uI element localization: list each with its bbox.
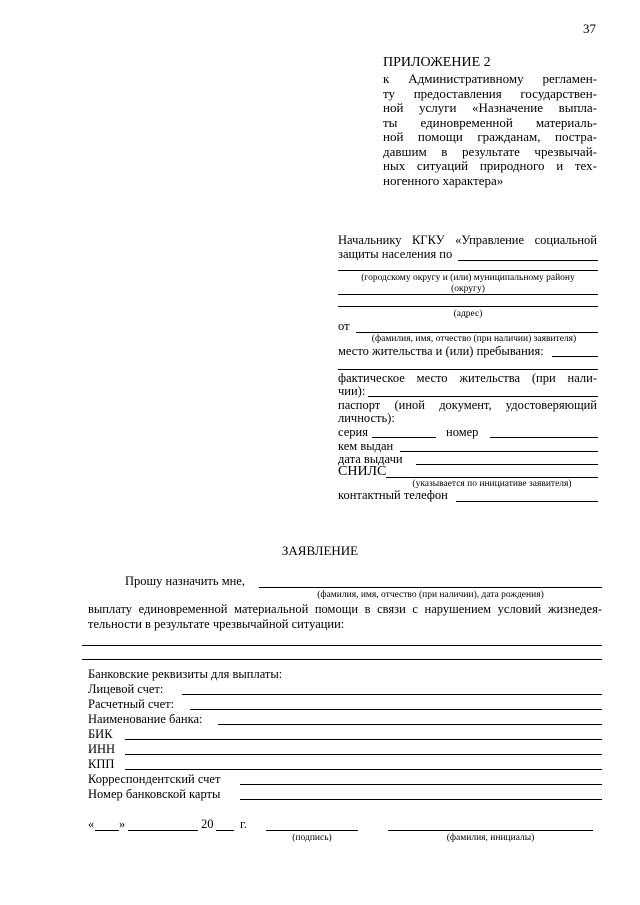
from-label: от <box>338 319 350 333</box>
bank-field-label: Наименование банка: <box>88 712 203 726</box>
appendix-line: ных ситуаций природного и тех- <box>383 158 597 173</box>
bank-field-label: ИНН <box>88 742 116 756</box>
hint-initials: (фамилия, инициалы) <box>446 833 535 843</box>
bank-field-label: КПП <box>88 757 115 771</box>
field-correspondent-account[interactable] <box>240 784 602 785</box>
hint-name: (фамилия, имя, отчество (при наличии) заявителя) <box>371 334 577 344</box>
field-district[interactable] <box>338 270 598 271</box>
appendix-title: ПРИЛОЖЕНИЕ 2 <box>383 55 491 70</box>
date-open-quote: « <box>88 817 95 831</box>
request-label: Прошу назначить мне, <box>125 574 245 588</box>
snils-label: СНИЛС <box>338 464 387 479</box>
page-number: 37 <box>583 21 596 36</box>
phone-label: контактный телефон <box>338 488 448 502</box>
appendix-line: ногенного характера» <box>383 172 504 188</box>
bank-field-label: БИК <box>88 727 113 741</box>
field-inn[interactable] <box>125 754 602 755</box>
bank-field-label: Расчетный счет: <box>88 697 175 711</box>
hint-district-2: (округу) <box>451 284 485 294</box>
hint-snils: (указывается по инициативе заявителя) <box>412 479 572 489</box>
appendix-line: давшим в результате чрезвычай- <box>383 143 597 159</box>
bank-field-label: Корреспондентский счет <box>88 772 221 786</box>
appendix-text <box>383 72 597 188</box>
hint-district-1: (городскому округу и (или) муниципальному району <box>361 273 575 283</box>
series-label: серия <box>338 425 368 439</box>
field-residence[interactable] <box>552 356 598 357</box>
field-snils[interactable] <box>386 477 598 478</box>
field-residence-2[interactable] <box>338 369 598 370</box>
field-phone[interactable] <box>456 501 598 502</box>
field-number[interactable] <box>490 437 598 438</box>
field-purpose-1[interactable] <box>82 645 602 646</box>
appendix-line: ту предоставления государствен- <box>383 85 597 101</box>
statement-title: ЗАЯВЛЕНИЕ <box>281 543 359 558</box>
field-bik[interactable] <box>125 739 602 740</box>
appendix-line: ты единовременной материаль- <box>383 114 597 130</box>
purpose-line-2: тельности в результате чрезвычайной ситуации: <box>88 617 345 631</box>
field-issue-date[interactable] <box>416 464 598 465</box>
field-personal-account[interactable] <box>182 694 602 695</box>
field-address[interactable] <box>338 306 598 307</box>
appendix-line: ной услуги «Назначение выпла- <box>383 100 597 115</box>
date-close-quote: » <box>119 817 126 831</box>
field-applicant-name[interactable] <box>356 332 598 333</box>
year-prefix: 20 <box>201 817 214 831</box>
field-year[interactable] <box>216 830 234 831</box>
addressee-line-2: защиты населения по <box>338 247 453 261</box>
year-suffix: г. <box>240 817 247 831</box>
field-month[interactable] <box>128 830 198 831</box>
field-purpose-2[interactable] <box>82 659 602 660</box>
hint-applicant: (фамилия, имя, отчество (при наличии), дата рождения) <box>317 590 544 600</box>
actual-residence-line-2: чии): <box>338 384 366 398</box>
actual-residence-line-1: фактическое место жительства (при нали- <box>338 371 597 385</box>
bank-heading: Банковские реквизиты для выплаты: <box>88 667 283 681</box>
field-initials[interactable] <box>388 830 593 831</box>
addressee-line-1: Начальнику КГКУ «Управление социальной <box>338 233 597 247</box>
purpose-line-1: выплату единовременной материальной помощи в связи с нарушением условий жизнедея- <box>88 602 602 616</box>
field-card-number[interactable] <box>240 799 602 800</box>
field-settlement-account[interactable] <box>190 709 602 710</box>
hint-address: (адрес) <box>453 309 483 319</box>
field-issued-by[interactable] <box>400 451 598 452</box>
passport-line-2: личность): <box>338 411 395 425</box>
field-applicant-info[interactable] <box>259 587 602 588</box>
field-series[interactable] <box>372 437 436 438</box>
field-kpp[interactable] <box>125 769 602 770</box>
residence-label: место жительства и (или) пребывания: <box>338 344 544 358</box>
field-day[interactable] <box>95 830 119 831</box>
appendix-line: ной помощи гражданам, постра- <box>383 129 597 144</box>
bank-field-label: Номер банковской карты <box>88 787 221 801</box>
issue-date-label: дата выдачи <box>338 452 403 466</box>
issued-by-label: кем выдан <box>338 439 394 453</box>
hint-signature: (подпись) <box>292 833 332 843</box>
appendix-line: к Административному регламен- <box>383 71 597 86</box>
field-department-district[interactable] <box>458 260 598 261</box>
bank-field-label: Лицевой счет: <box>88 682 164 696</box>
field-district-2[interactable] <box>338 294 598 295</box>
field-signature[interactable] <box>266 830 358 831</box>
passport-line-1: паспорт (иной документ, удостоверяющий <box>338 398 597 412</box>
field-actual-residence[interactable] <box>368 396 598 397</box>
field-bank-name[interactable] <box>218 724 602 725</box>
number-label: номер <box>446 425 479 439</box>
